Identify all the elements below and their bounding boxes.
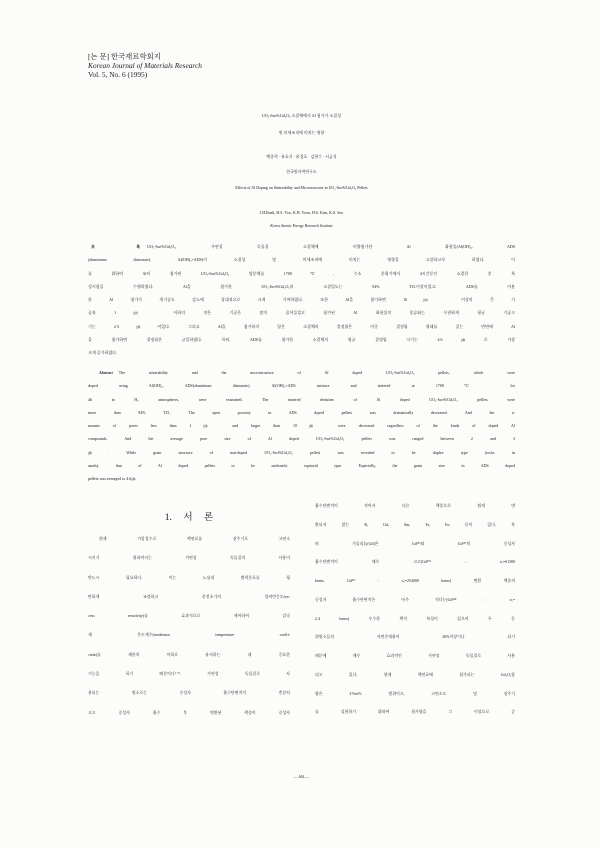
english-abstract-line <box>88 366 515 379</box>
body-right-line: 흡수단면적이 매우 크고(Gd¹⁵⁵ : σₐ=61300 <box>315 559 515 565</box>
korean-abstract-label: 초 록 <box>91 244 141 249</box>
korean-affiliation: 한국원자력연구소 <box>286 168 317 174</box>
english-abstract-text: The sinterability and the microstructure of Al doped UO₂-6wt%Gd₂O₃ pellets, which were <box>118 370 515 375</box>
body-left-column <box>88 529 290 722</box>
body-left-line: 탄하게 조정하고 운전초기의 잉여반응도(ex- <box>88 593 290 599</box>
body-right-line: 를 실현하기 위하여 첨가량을 그 이상으로 증 <box>315 709 515 715</box>
body-right-line: 2.4 barns) 우수한 핵적 특성이 있으며 두 동 <box>315 615 515 621</box>
korean-abstract-line: 크게 증가하였다. <box>88 350 118 356</box>
journal-category: [논 문] 한국재료학회지 <box>88 52 161 61</box>
english-affiliation: Korea Atomic Energy Research Institute <box>270 224 333 228</box>
korean-authors: 백종혁 · 유호식 · 윤경호 · 김형수 · 서금석 <box>266 153 337 159</box>
english-abstract <box>88 366 515 486</box>
body-right-line: 되고 있다. 현재 핵연료에 첨가되는 Gd₂O₃함 <box>315 671 515 677</box>
body-right-line: 때문에 매우 효과적인 가연성 독물질로 사용 <box>315 653 515 658</box>
english-authors: J.H.Baek, H.S. Yoo, K.H. Yoon, H.S. Kim, K.S. Seo <box>259 209 344 215</box>
korean-abstract-line: 을 첨가하면 결정립은 균일하였다. 특히, ADS를 첨가한 소결체의 평균 결정립 크기는 4.6㎛로 가장 <box>88 337 515 343</box>
body-left-line: cient)를 제한치 이하로 유지하는 데 중요한 <box>88 651 290 657</box>
body-left-line: 기능을 하기 때문이다¹⁻²⁾. 가연성 독물질로 사 <box>88 671 290 677</box>
english-abstract-line: mounts of pores less than 1㎛ and larger than 10㎛ were decreased regardless of the kinds of doped Al <box>88 423 515 429</box>
english-abstract-line: ㎛. While grain structure of non-doped UO₂-6wt%Gd₂O₃ pellets was revealed to be duplex type (rocks in <box>88 449 515 455</box>
body-left-line: 시키기 위하여서는 가연성 독물질의 사용이 <box>88 555 290 561</box>
journal-name: Korean Journal of Materials Research <box>88 61 202 70</box>
korean-title-line-1: UO₂-6wt%Gd₂O₃ 소결체에서 Al 첨가가 소결성 <box>262 113 341 118</box>
body-right-line: 량은 3-9wt% 범위이고, 고연소도 및 장주기 <box>315 690 515 696</box>
body-right-line: 흡수단면적이 작아서 다른 핵종으로 쉽게 변 <box>315 503 515 508</box>
english-abstract-line: compounds. And the average pore size of Al doped UO₂-6wt%Gd₂O₃ pellets was ranged between 2 and 3 <box>88 436 515 442</box>
korean-abstract-line: 한 Al 첨가가 개기공도 감소에 상대적으로 크게 기여하였다. 또한 Al을 첨가하면 10㎛ 이상의 큰 기 <box>88 297 515 303</box>
korean-abstract-line: 성시험을 수행하였다. Al을 첨가한 UO₂-6wt%Gd₂O₃의 소결밀도는 94% T.D.이상이었고, ADS를 이용 <box>88 283 515 289</box>
korean-abstract <box>88 240 515 360</box>
body-right-line: 환되지 않는 B, Gd, Sm, Er, Eu 등이 있다. 특 <box>315 521 515 527</box>
korean-abstract-line: 공과 1㎛ 이하의 작은 기공은 많이 줄어들었고 첨가된 Al 화합물의 종류와는 무관하게 평균 기공크 <box>88 310 515 316</box>
body-left-line: 용되는 원소로는 중성자 흡수단면적이 충분히 <box>88 690 290 696</box>
body-right-line: barns, Gd¹⁵⁷ : σₐ=254000 barns) 변환 핵종의 <box>315 578 515 583</box>
body-left-line: cess reactivity)를 효과적으로 제어하여 감속 <box>88 613 290 619</box>
korean-abstract-line: 를 위하여 Al이 첨가된 UO₂-6wt%Gd₂O₃ 압분체를 1700℃, 수소 분위기에서 4시간동안 소결한 후 특 <box>88 270 515 276</box>
korean-abstract-text: UO₂-6wt%Gd₂O₃, 가연성 독물질 소결체에 미량첨가한 Al 화합물(Al(OH)₃, ADS <box>147 244 515 249</box>
section-heading-introduction: 1. 서 론 <box>164 511 214 523</box>
body-right-line: 위원소들의 자연존재율이 30%이상이나 되기 <box>315 634 515 640</box>
english-abstract-line: sands), that of Al doped pellets to be uniformly equiaxid type. Especially, the grain size in ADS doped <box>88 463 515 469</box>
body-left-line: 현재 가압경수로 핵연료를 장주기로 고연소 <box>99 536 290 541</box>
journal-issue: Vol. 5, No. 6 (1995) <box>88 70 148 79</box>
body-left-line: 반드시 필요하다. 이는 노심내 출력분포를 평 <box>88 574 290 580</box>
body-left-line: 크고 중성자 흡수 후 변환된 핵종이 중성자 <box>88 709 290 715</box>
body-right-line: 중성자 흡수단면적은 아주 적다는(Gd¹⁵⁸ : σₐ= <box>315 596 515 602</box>
english-abstract-line: doped using Al(OH)₃, ADS(aluminium distearate), Al(OH)₃+ADS mixture and sintered at 1700℃ for <box>88 383 515 389</box>
page-number: — 644 — <box>293 775 310 779</box>
korean-title-line-2: 및 미세조직에 미치는 영향 <box>278 129 325 135</box>
body-right-column <box>315 497 515 722</box>
english-abstract-line: 4h in H₂ atmospheres, were examined. The sintered densities of Al doped UO₂-6wt%Gd₂O₃ pellets were <box>88 396 515 402</box>
english-abstract-line: pellets was averaged to 4.6㎛. <box>88 476 137 482</box>
korean-abstract-line: (aluminium distearate), Al(OH)₃+ADS)이 소결성 및 미세조직에 미치는 영향을 고찰하고자 하였다. 이 <box>88 257 515 263</box>
english-abstract-label: Abstract <box>99 370 113 375</box>
body-left-line: 재 온도계수(moderator temperature coeffi- <box>88 632 290 638</box>
body-right-line: 히 가돌리늄(Gd)은 Gd¹⁵⁵와 Gd¹⁵⁷의 중성자 <box>315 540 515 546</box>
korean-abstract-line: 기는 2-3㎛이었다. 그리고 Al을 첨가하지 않은 소결체의 결정립은 이중 결정립 형태를 갖는 반면에 Al <box>88 323 515 329</box>
korean-abstract-line <box>88 240 515 253</box>
english-title: Effects of Al Doping on Sinterability and Microstructure in UO₂-6wt%Gd₂O₃ Pellets <box>235 186 368 190</box>
korean-title <box>88 108 515 141</box>
journal-header <box>88 52 202 79</box>
english-abstract-line: more than 94% T.D.. The open porosity in ADS doped pellets was dramatically decreased. And the a- <box>88 409 515 415</box>
